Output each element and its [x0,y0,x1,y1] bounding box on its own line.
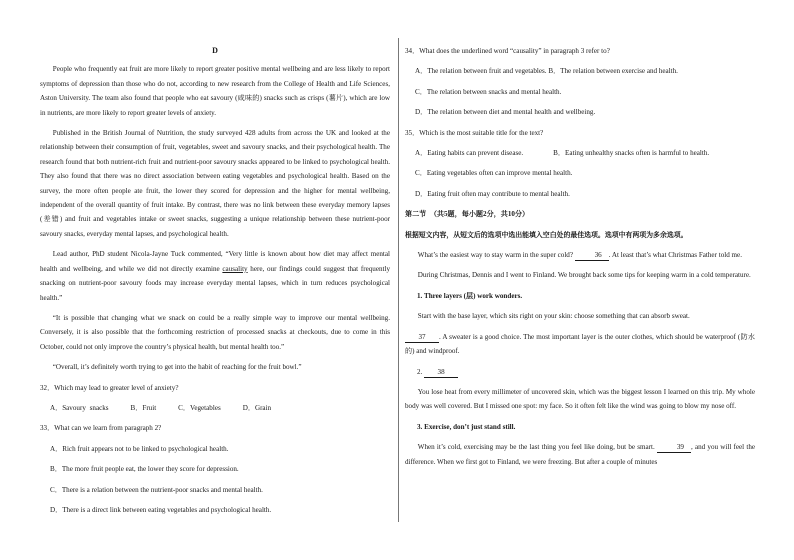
q35-option-c: C．Eating vegetables often can improve mental health. [415,169,573,178]
blank-39[interactable]: 39 [657,442,691,453]
section-instruction: 根据短文内容，从短文后的选项中选出能填入空白处的最佳选项。选项中有两项为多余选项。 [405,230,688,239]
passage-title: D [212,46,218,55]
reading-paragraph-2: During Christmas, Dennis and I went to Finland. We brought back some tips for keeping warm in a cold temperature. [417,271,751,280]
question-32: 32．Which may lead to greater level of anxiety? [40,383,179,392]
blank-38[interactable]: 38 [424,367,458,378]
blank-36[interactable]: 36 [575,250,609,261]
right-column [405,44,755,475]
q33-option-c: C．There is a relation between the nutrient-poor snacks and mental health. [50,485,263,494]
reading-paragraph-6 [405,440,755,469]
q33-option-a: A．Rich fruit appears not to be linked to psychological health. [50,444,229,453]
reading-6-end: , and you will feel the difference. When we first got to Finland, we were freezing. But after a couple of minutes [405,443,756,466]
q32-option-d: D．Grain [242,403,272,412]
q34-option-c: C．The relation between snacks and mental health. [415,87,562,96]
reading-paragraph-3: Start with the base layer, which sits right on your skin: choose something that can absorb sweat. [417,312,690,321]
column-divider [398,38,399,522]
paragraph-3-end: here, our findings could suggest that frequently snacking on nutrient-poor savoury foods may increase everyday mental lapses, which in turn reduces psychological health.” [40,264,391,302]
paragraph-4: “It is possible that changing what we snack on could be a really simple way to improve our mental wellbeing. Conversely, it is also possible that the forthcoming restriction of processed snacks at checkouts, due to come in this October, could not only improve the country’s physical health, but mental health too.” [40,313,390,351]
paragraph-3 [40,247,390,305]
reading-paragraph-4 [405,330,755,359]
tip-heading-2 [417,365,755,379]
paragraph-5: “Overall, it’s definitely worth trying to get into the habit of reaching for the fruit bowl.” [52,363,302,372]
q34-option-d: D．The relation between diet and mental health and wellbeing. [415,108,596,117]
q35-option-a: A．Eating habits can prevent disease. [415,149,524,158]
reading-4-text: . A sweater is a good choice. The most important layer is the outer clothes, which should be waterproof (防水的) and windproof. [405,332,755,356]
tip-heading-1: 1. Three layers (层) work wonders. [417,291,523,300]
paragraph-3-start: Lead author, PhD student Nicola-Jayne Tuck commented, “Very little is known about how diet may affect mental health and wellbeing, and while we did not directly examine [40,250,390,273]
paragraph-1: People who frequently eat fruit are more likely to report greater positive mental wellbeing and are less likely to report symptoms of depression than those who do not, according to new research from the College of Health and Life Sciences, Aston University. The team also found that people who eat savoury (咸味的) snacks such as crisps (薯片), which are low in nutrients, are more likely to report greater levels of anxiety. [40,65,390,117]
q32-option-b: B．Fruit [130,403,157,412]
q35-option-b: B．Eating unhealthy snacks often is harmful to health. [553,149,710,158]
reading-1-start: What’s the easiest way to stay warm in the super cold? [417,251,575,260]
q35-option-d: D．Eating fruit often may contribute to mental health. [415,189,570,198]
q33-option-b: B．The more fruit people eat, the lower they score for depression. [50,465,239,474]
reading-1-end: . At least that’s what Christmas Father told me. [608,251,742,260]
q33-option-d: D．There is a direct link between eating vegetables and psychological health. [50,505,272,514]
blank-37[interactable]: 37 [405,332,439,343]
slot-2-number: 2. [417,367,425,376]
paragraph-2: Published in the British Journal of Nutrition, the study surveyed 428 adults from across the UK and looked at the relationship between their consumption of fruit, vegetables, sweet and savoury snacks, and their psychological health. The research found that both nutrient-rich fruit and nutrient-poor savoury snacks appeared to be linked to psychological health. They also found that there was no direct association between eating vegetables and psychological health. Based on the survey, the more often people ate fruit, the lower they scored for depression and the higher for mental wellbeing, independent of the overall quantity of fruit intake. By contrast, there was no link between these everyday memory lapses (差错) and fruit and vegetables intake or sweet snacks, suggesting a unique relationship between these nutrient-poor savoury snacks, everyday mental lapses, and psychological health. [40,129,390,238]
question-33: 33．What can we learn from paragraph 2? [40,424,162,433]
question-35: 35．Which is the most suitable title for the text? [405,128,544,137]
q32-option-a: A．Savoury snacks [50,403,109,412]
reading-6-start: When it’s cold, exercising may be the last thing you feel like doing, but be smart. [417,443,657,452]
question-34: 34．What does the underlined word “causality” in paragraph 3 refer to? [405,47,610,55]
reading-paragraph-1 [405,248,755,262]
q35-options-ab [415,146,755,160]
reading-paragraph-5: You lose heat from every millimeter of uncovered skin, which was the biggest lesson I learned on this trip. My whole body was well covered. But I missed one spot: my face. So it often felt like the wind was going to blow my nose off. [405,387,755,411]
underlined-word: causality [222,264,248,273]
tip-heading-3: 3. Exercise, don’t just stand still. [417,422,516,431]
section-heading: 第二节 （共5题，每小题2分，共10分） [405,210,530,219]
question-32-options [50,401,390,415]
left-column [40,44,390,523]
q32-option-c: C．Vegetables [178,403,221,412]
q34-options-ab: A．The relation between fruit and vegetables. B．The relation between exercise and health. [415,67,678,76]
